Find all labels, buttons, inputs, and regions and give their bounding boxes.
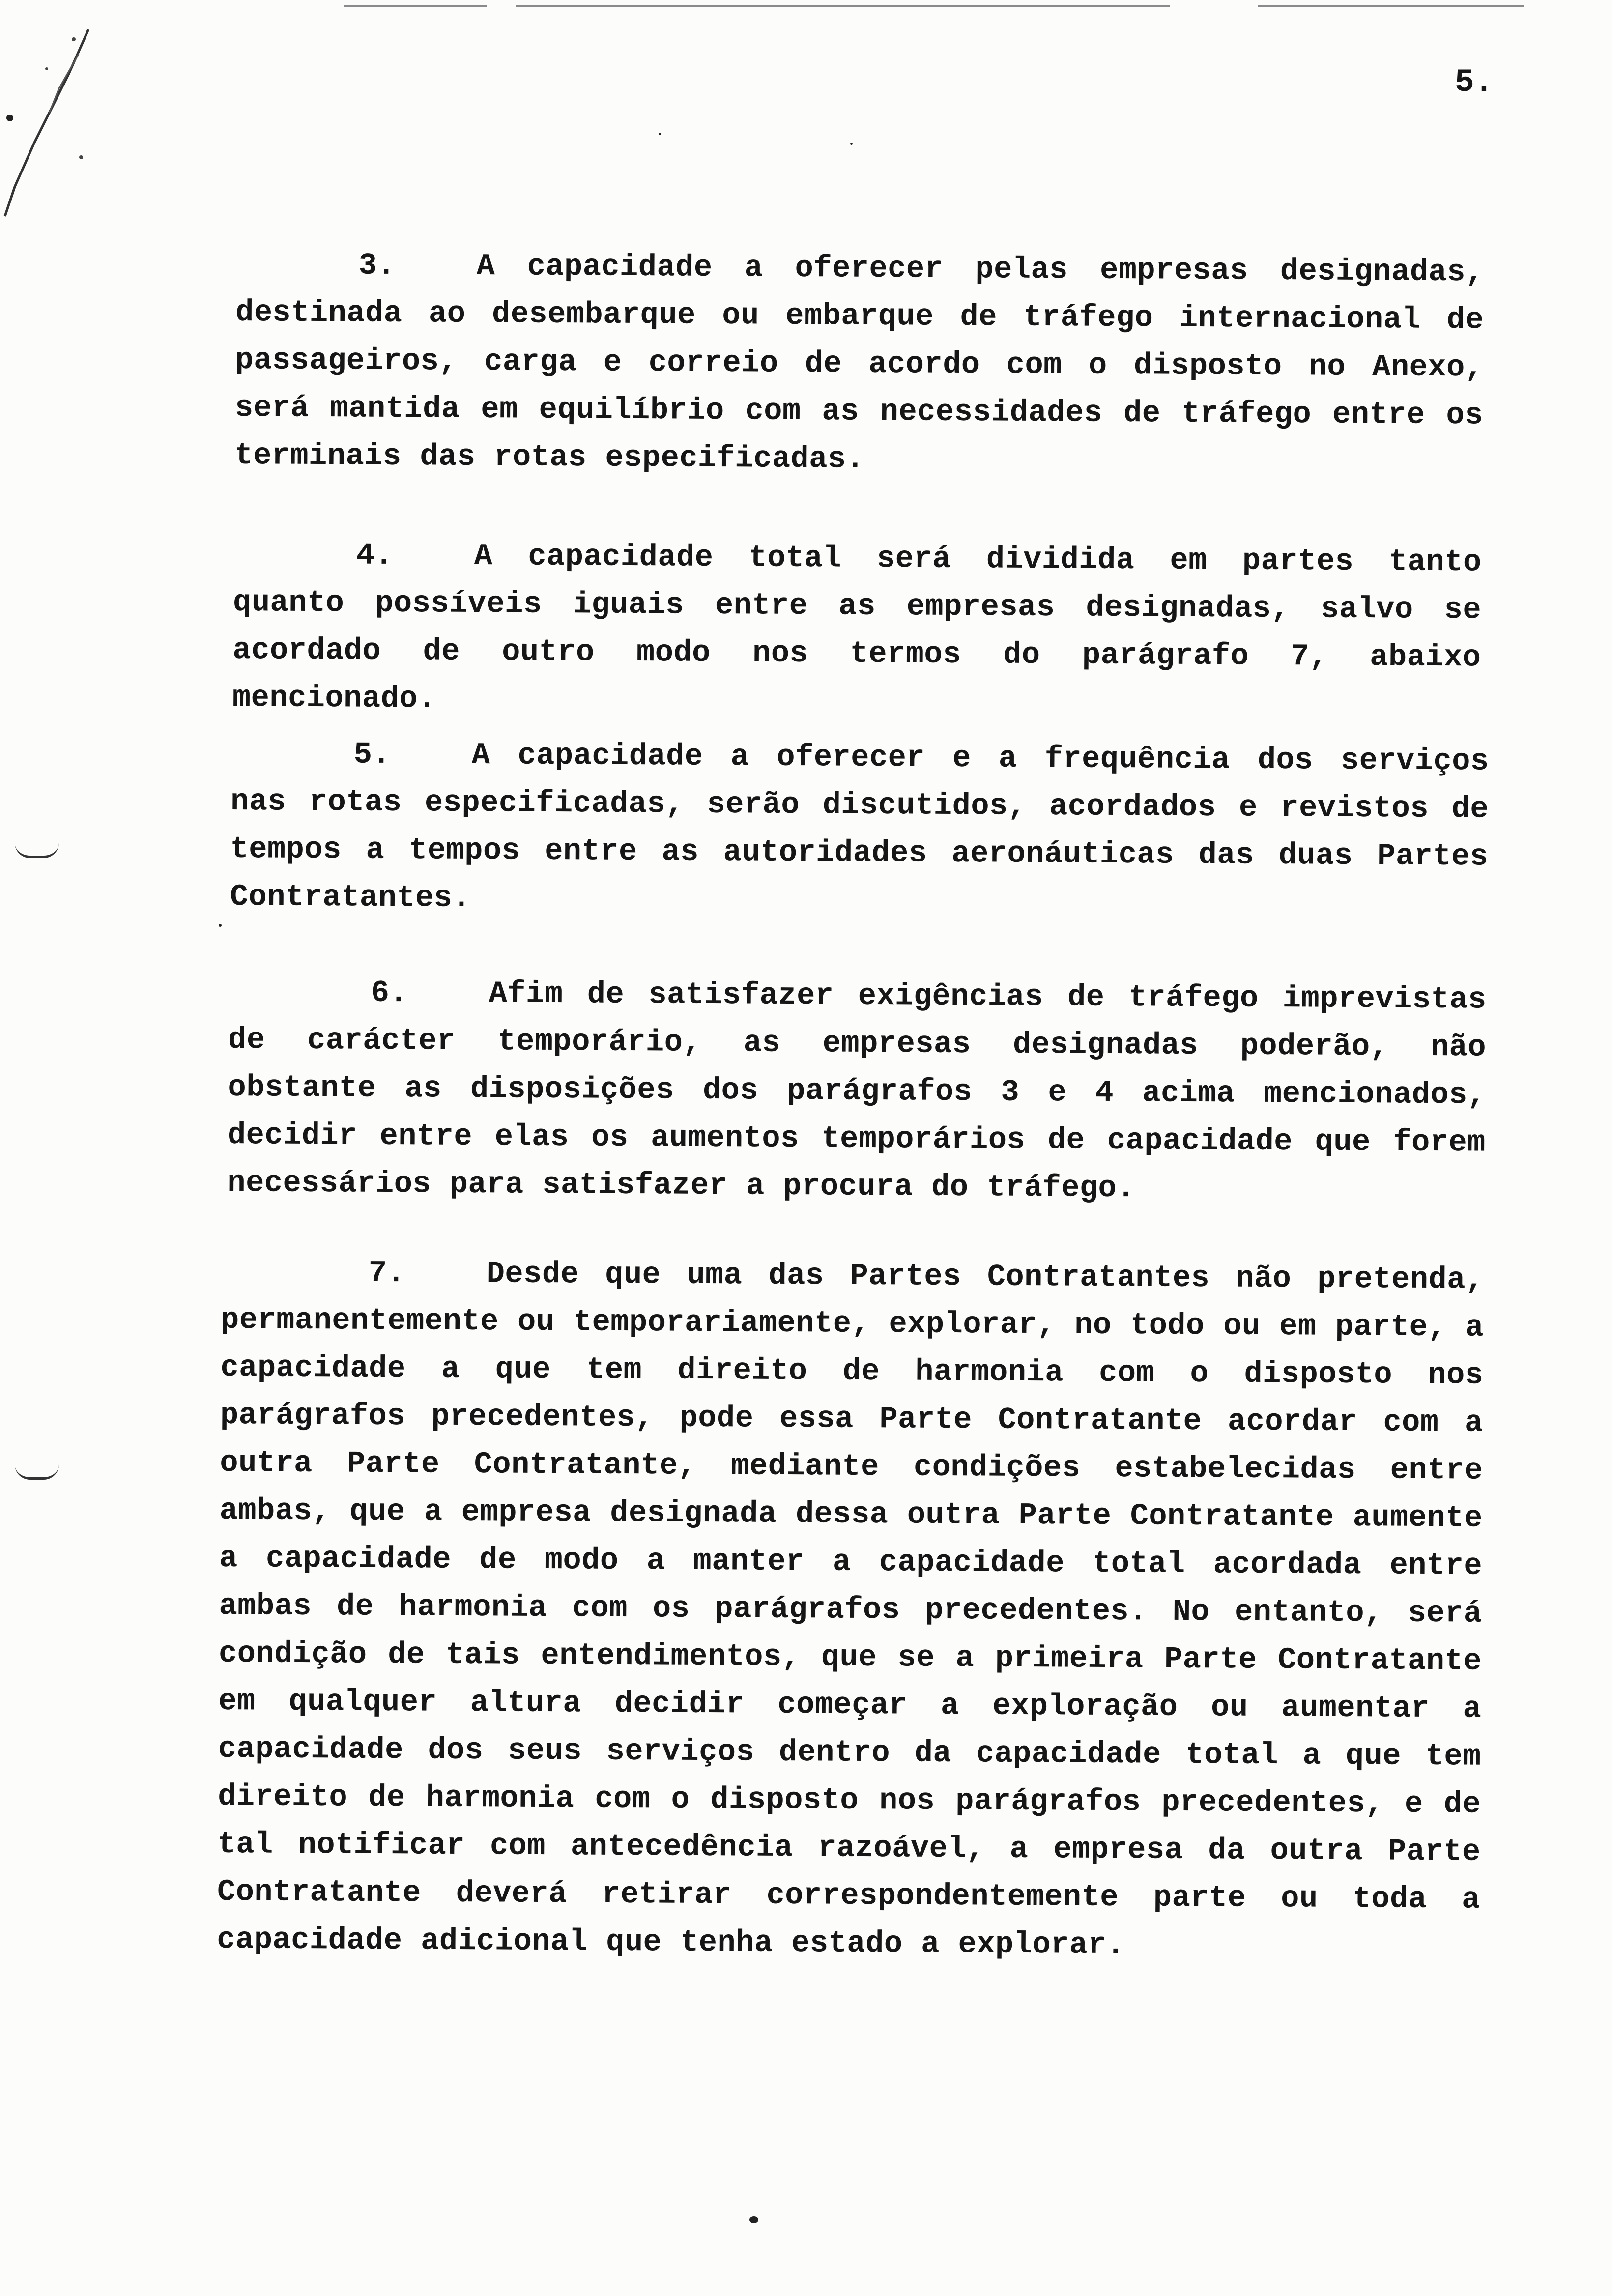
paragraph-number: 6. [371,975,408,1011]
scan-speck [659,133,661,135]
top-scan-rule [1258,5,1524,7]
paragraph-number: 4. [356,538,394,573]
scan-speck [749,2216,758,2223]
paragraph-7 [217,1248,1484,1971]
paragraph-6 [227,968,1487,1214]
paragraph-4 [232,531,1482,729]
corner-scribble [0,10,108,236]
paragraph-3 [234,241,1484,487]
scan-speck [219,924,222,927]
paragraph-text: Desde que uma das Partes Contratantes não pretenda, permanentemente ou temporariamente, explorar, no todo ou em parte, a capacidade a que tem direito de harmonia com o disposto nos parágrafos precedentes, pode essa Parte Contratante acordar com a outra Parte Contratante, mediante condições estabelecidas entre ambas, que a empresa designada dessa outra Parte Contratante aumente a capacidade de modo a manter a capacidade total acordada entre ambas de harmonia com os parágrafos precedentes. No entanto, será condição de tais entendimentos, que se a primeira Parte Contratante em qualquer altura decidir começar a exploração ou aumentar a capacidade dos seus serviços dentro da capacidade total a que tem direito de harmonia com o disposto nos parágrafos precedentes, e de tal notificar com antecedência razoável, a empresa da outra Parte Contratante deverá retirar correspondentemente parte ou toda a capacidade adicional que tenha estado a explorar. [217,1256,1484,1963]
paragraph-5 [230,730,1489,928]
paragraph-number: 7. [368,1255,406,1291]
paragraph-number: 3. [358,248,396,283]
paragraph-text: A capacidade a oferecer pelas empresas designadas, destinada ao desembarque ou embarque de tráfego internacional de passageiros, carga e correio de acordo com o disposto no Anexo, será mantida em equilíbrio com as necessidades de tráfego entre os terminais das rotas especificadas. [234,248,1484,477]
paragraph-text: Afim de satisfazer exigências de tráfego imprevistas de carácter temporário, as empresas designadas poderão, não obstante as disposições dos parágrafos 3 e 4 acima mencionados, decidir entre elas os aumentos temporários de capacidade que forem necessários para satisfazer a procura do tráfego. [227,976,1487,1206]
top-scan-rule [516,5,1170,7]
top-scan-rule [344,5,487,7]
scan-speck [850,143,853,145]
margin-mark [15,1464,59,1480]
paragraph-text: A capacidade a oferecer e a frequência dos serviços nas rotas especificadas, serão discutidos, acordados e revistos de tempos a tempos entre as autoridades aeronáuticas das duas Partes Contratantes. [230,737,1489,916]
paragraph-text: A capacidade total será dividida em partes tanto quanto possíveis iguais entre as empresas designadas, salvo se acordado de outro modo nos termos do parágrafo 7, abaixo mencionado. [232,538,1482,717]
paragraph-number: 5. [353,737,391,772]
margin-mark [15,843,59,858]
page-number: 5. [1455,64,1494,101]
